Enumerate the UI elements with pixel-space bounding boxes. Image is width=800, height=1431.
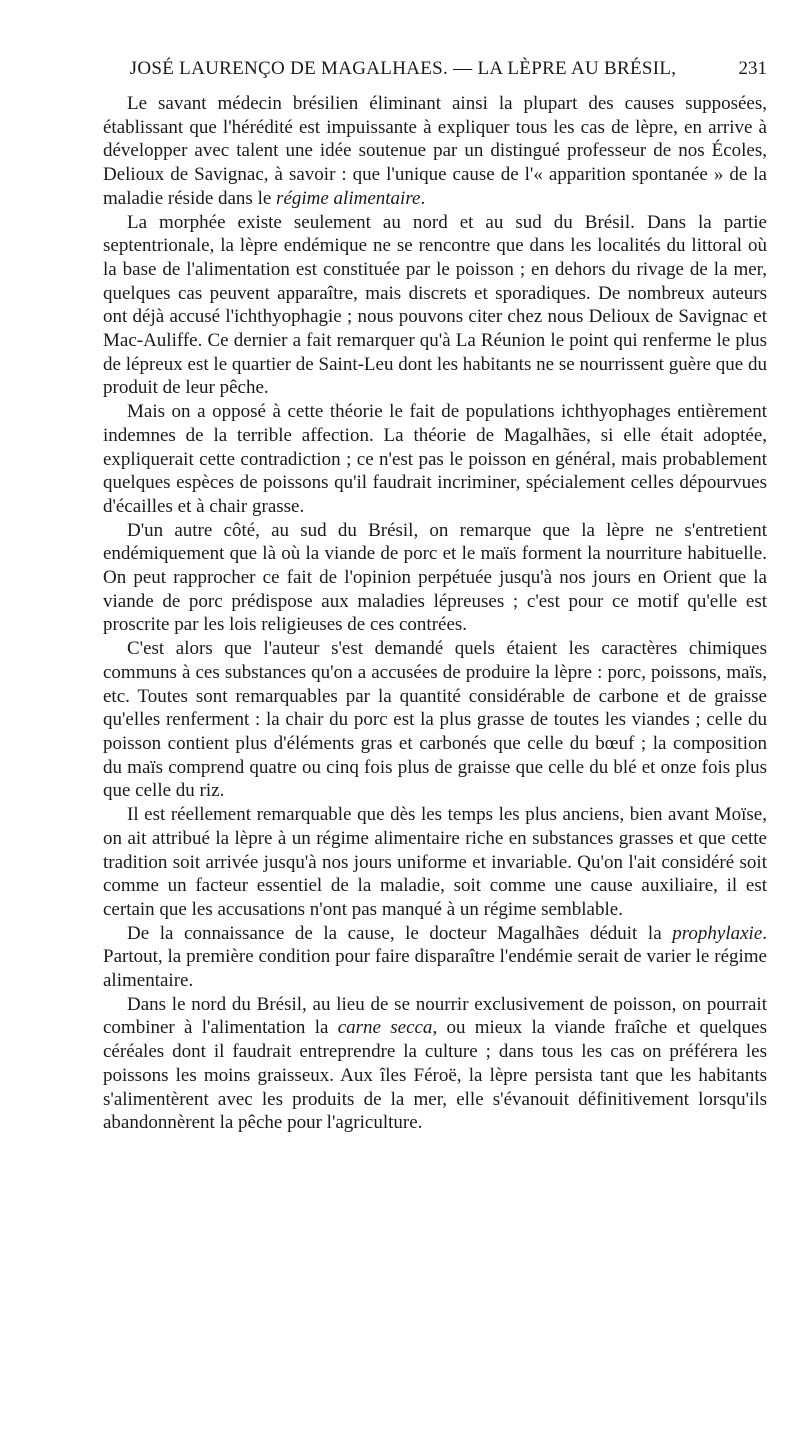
body-text: [103, 92, 767, 1135]
paragraph-text: D'un autre côté, au sud du Brésil, on remarque que la lèpre ne s'entretient endémiquement que là où la viande de porc et le maïs forment la nourriture habituelle. On peut rapprocher ce fait de l'opinion perpétuée jusqu'à nos jours en Orient que la viande de porc prédispose aux maladies lépreuses ; c'est pour ce motif qu'elle est proscrite par les lois religieuses de ces contrées.: [103, 519, 767, 636]
italic-term-prophylaxie: prophylaxie: [672, 922, 763, 944]
paragraph-text: Il est réellement remarquable que dès les temps les plus anciens, bien avant Moïse, on ait attribué la lèpre à un régime alimentaire riche en substances grasses et que cette tradition soit arrivée jusqu'à nos jours uniforme et invariable. Qu'on l'ait considéré soit comme un facteur essentiel de la maladie, soit comme une cause auxiliaire, il est certain que les accusations n'ont pas manqué à un régime semblable.: [103, 804, 767, 920]
paragraph-text: Dans le nord du Brésil, au lieu de se nourrir exclusivement de poisson, on pourrait combiner à l'alimentation la: [103, 993, 767, 1039]
italic-term-carne-secca: carne secca: [337, 1017, 433, 1039]
paragraph-8: [103, 993, 767, 1135]
running-title: JOSÉ LAURENÇO DE MAGALHAES. — LA LÈPRE AU BRÉSIL,: [129, 58, 677, 79]
paragraph-text: , ou mieux la viande fraîche et quelques céréales dont il faudrait entreprendre la culture ; dans tous les cas on préférera les poissons les moins graisseux. Aux îles Féroë, la lèpre persista tant que les habitants s'alimentèrent avec les produits de la mer, elle s'évanouit définitivement lorsqu'ils abandonnèrent la pêche pour l'agriculture.: [103, 1017, 767, 1134]
paragraph-text: C'est alors que l'auteur s'est demandé quels étaient les caractères chimiques communs à ces substances qu'on a accusées de produire la lèpre : porc, poissons, maïs, etc. Toutes sont remarquables par la quantité considérable de carbone et de graisse qu'elles renferment : la chair du porc est la plus grasse de toutes les viandes ; celle du poisson contient plus d'éléments gras et carbonés que celle du bœuf ; la composition du maïs comprend quatre ou cinq fois plus de graisse que celle du blé et onze fois plus que celle du riz.: [103, 638, 767, 802]
paragraph-5: [103, 637, 767, 803]
paragraph-1: [103, 92, 767, 211]
paragraph-2: [103, 211, 767, 401]
paragraph-text: Le savant médecin brésilien éliminant ainsi la plupart des causes supposées, établissant que l'hérédité est impuissante à expliquer tous les cas de lèpre, en arrive à développer avec talent une idée soutenue par un distingué professeur de nos Écoles, Delioux de Savignac, à savoir : que l'unique cause de l'« apparition spontanée » de la maladie réside dans le: [103, 93, 767, 209]
paragraph-text: Mais on a opposé à cette théorie le fait de populations ichthyophages entièrement indemnes de la terrible affection. La théorie de Magalhães, si elle était adoptée, expliquerait cette contradiction ; ce n'est pas le poisson en général, mais probablement quelques espèces de poissons qu'il faudrait incriminer, spécialement celles dépourvues d'écailles et à chair grasse.: [103, 401, 767, 517]
paragraph-3: [103, 400, 767, 519]
running-header: [103, 58, 767, 82]
paragraph-text: . Partout, la première condition pour faire disparaître l'endémie serait de varier le régime alimentaire.: [103, 922, 767, 992]
italic-term-regime-alimentaire: régime alimentaire: [276, 187, 421, 209]
paragraph-text: La morphée existe seulement au nord et au sud du Brésil. Dans la partie septentrionale, la lèpre endémique ne se rencontre que dans les localités du littoral où la base de l'alimentation est constituée par le poisson ; en dehors du rivage de la mer, quelques cas peuvent apparaître, mais discrets et sporadiques. De nombreux auteurs ont déjà accusé l'ichthyophagie ; nous pouvons citer chez nous Delioux de Savignac et Mac-Auliffe. Ce dernier a fait remarquer qu'à La Réunion le point qui renferme le plus de lépreux est le quartier de Saint-Leu dont les habitants ne se nourrissent guère que du produit de leur pêche.: [103, 211, 767, 399]
document-page: [103, 58, 767, 1135]
paragraph-6: [103, 803, 767, 922]
paragraph-4: [103, 519, 767, 638]
paragraph-7: [103, 922, 767, 993]
paragraph-text: De la connaissance de la cause, le docteur Magalhães déduit la: [127, 922, 673, 944]
paragraph-text: .: [420, 187, 426, 209]
page-number: 231: [738, 58, 767, 79]
